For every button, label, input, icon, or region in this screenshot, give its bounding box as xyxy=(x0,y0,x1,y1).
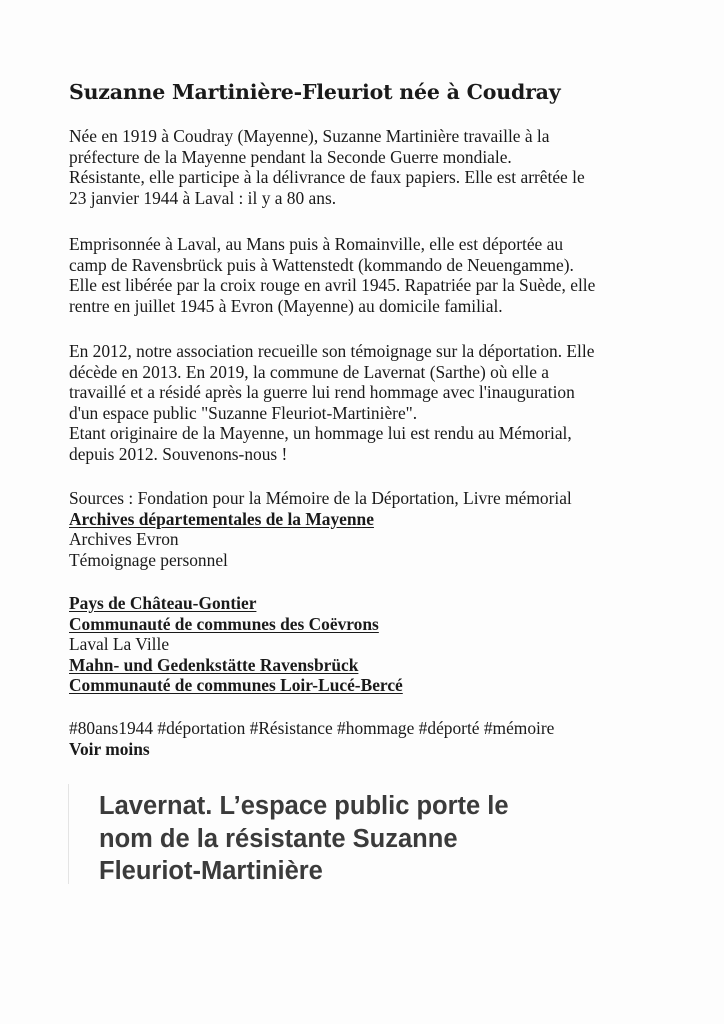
scan-edge-mark xyxy=(68,784,69,884)
text-line: camp de Ravensbrück puis à Wattenstedt (kommando de Neuengamme). xyxy=(69,254,574,275)
text-line: travaillé et a résidé après la guerre lui rend hommage avec l'inauguration xyxy=(69,382,575,403)
archives-departementales-link[interactable]: Archives départementales de la Mayenne xyxy=(69,508,374,529)
text-line: rentre en juillet 1945 à Evron (Mayenne) au domicile familial. xyxy=(69,295,503,316)
text-line: Etant originaire de la Mayenne, un hommage lui est rendu au Mémorial, xyxy=(69,423,572,444)
text-line: Emprisonnée à Laval, au Mans puis à Romainville, elle est déportée au xyxy=(69,234,564,254)
sources-line: Archives Evron xyxy=(69,529,179,550)
text-line: depuis 2012. Souvenons-nous ! xyxy=(69,443,288,464)
headline-line: Lavernat. L’espace public porte le xyxy=(99,792,509,820)
text-line: Résistante, elle participe à la délivrance de faux papiers. Elle est arrêtée le xyxy=(69,167,585,188)
text-line: d'un espace public "Suzanne Fleuriot-Martinière". xyxy=(69,402,418,423)
text-line: Elle est libérée par la croix rouge en avril 1945. Rapatriée par la Suède, elle xyxy=(69,275,596,296)
headline-line: Fleuriot-Martinière xyxy=(99,857,323,885)
coevrons-link[interactable]: Communauté de communes des Coëvrons xyxy=(69,613,379,634)
hashtags-line: #80ans1944 #déportation #Résistance #hommage #déporté #mémoire xyxy=(69,718,555,738)
paragraph-tribute xyxy=(69,341,594,465)
sources-section xyxy=(69,488,572,570)
text-line: 23 janvier 1944 à Laval : il y a 80 ans. xyxy=(69,187,337,208)
text-line: Née en 1919 à Coudray (Mayenne), Suzanne Martinière travaille à la xyxy=(69,126,550,146)
headline-line: nom de la résistante Suzanne xyxy=(99,824,458,853)
paragraph-biography xyxy=(69,126,585,208)
text-line: préfecture de la Mayenne pendant la Seconde Guerre mondiale. xyxy=(69,146,512,167)
ravensbruck-link[interactable]: Mahn- und Gedenkstätte Ravensbrück xyxy=(69,654,359,675)
hashtags-section xyxy=(69,718,554,759)
see-less-button[interactable]: Voir moins xyxy=(69,738,150,759)
sources-line: Sources : Fondation pour la Mémoire de la Déportation, Livre mémorial xyxy=(69,488,572,508)
loir-luce-berce-link[interactable]: Communauté de communes Loir-Lucé-Bercé xyxy=(69,675,403,696)
pays-chateau-gontier-link[interactable]: Pays de Château-Gontier xyxy=(69,593,257,613)
text-line: décède en 2013. En 2019, la commune de Lavernat (Sarthe) où elle a xyxy=(69,361,549,382)
tagged-pages xyxy=(69,593,403,696)
document-title: Suzanne Martinière-Fleuriot née à Coudray xyxy=(69,80,561,104)
sources-line: Témoignage personnel xyxy=(69,549,228,570)
article-headline xyxy=(99,790,509,888)
text-line: En 2012, notre association recueille son témoignage sur la déportation. Elle xyxy=(69,341,595,361)
laval-la-ville-text: Laval La Ville xyxy=(69,634,170,655)
paragraph-deportation xyxy=(69,234,595,316)
